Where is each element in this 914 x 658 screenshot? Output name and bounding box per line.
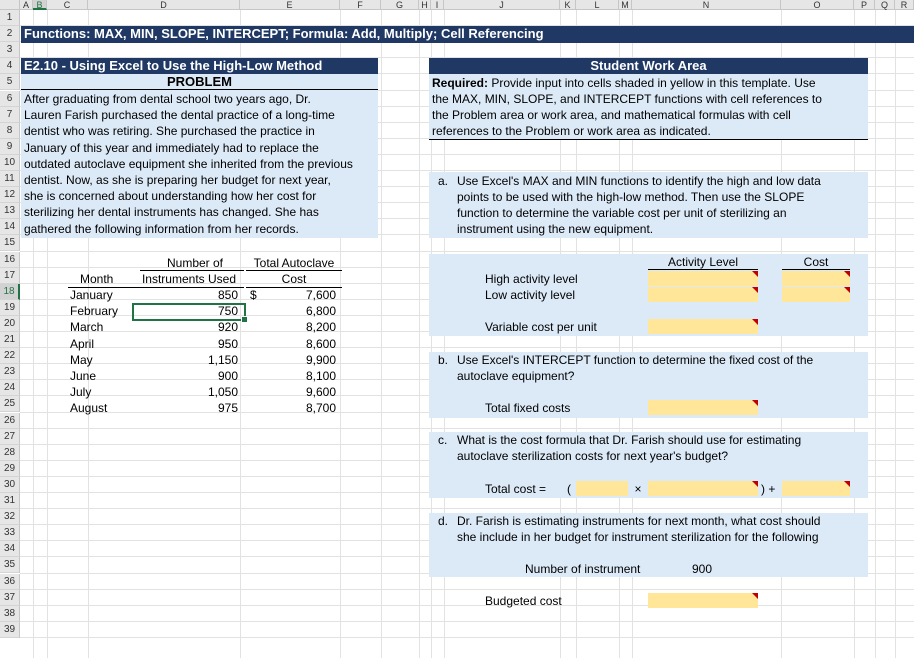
problem-line-7: she is concerned about understanding how her cost for [24, 189, 317, 204]
row-header-19[interactable]: 19 [0, 300, 20, 316]
part-d-line-1: Dr. Farish is estimating instruments for next month, what cost should [457, 514, 821, 528]
row-header-13[interactable]: 13 [0, 203, 20, 219]
column-header-d[interactable]: D [88, 0, 240, 10]
row-header-34[interactable]: 34 [0, 541, 20, 557]
gridline-h [20, 637, 914, 638]
part-a-line-1: Use Excel's MAX and MIN functions to identify the high and low data [457, 174, 821, 188]
problem-heading: PROBLEM [167, 74, 232, 89]
row-header-24[interactable]: 24 [0, 380, 20, 396]
part-c-label: c. [438, 433, 448, 447]
row-header-16[interactable]: 16 [0, 252, 20, 268]
column-header-a[interactable]: A [20, 0, 33, 10]
column-header-p[interactable]: P [854, 0, 875, 10]
cell-cost[interactable]: 7,600 [305, 288, 336, 302]
row-header-39[interactable]: 39 [0, 622, 20, 638]
gridline-v [895, 10, 896, 658]
comment-indicator [752, 593, 758, 599]
problem-title: E2.10 - Using Excel to Use the High-Low Method [24, 58, 323, 73]
required-text-1: Provide input into cells shaded in yellow in this template. Use [491, 76, 816, 90]
row-header-28[interactable]: 28 [0, 445, 20, 461]
fixed-cost-label: Total fixed costs [485, 401, 571, 415]
cell-cost[interactable]: 8,100 [305, 369, 336, 383]
cell-instruments[interactable]: 1,150 [207, 352, 238, 367]
row-header-7[interactable]: 7 [0, 107, 20, 123]
budgeted-cost-input[interactable] [648, 593, 758, 608]
cell-instruments[interactable]: 920 [217, 320, 238, 335]
row-header-3[interactable]: 3 [0, 42, 20, 58]
cell-month[interactable]: February [70, 304, 119, 319]
comment-indicator [752, 481, 758, 487]
cell-instruments[interactable]: 950 [217, 336, 238, 351]
part-b-line-1: Use Excel's INTERCEPT function to determine the fixed cost of the [457, 353, 814, 367]
gridline-h [20, 621, 914, 622]
row-header-38[interactable]: 38 [0, 606, 20, 622]
row-header-8[interactable]: 8 [0, 123, 20, 139]
column-header-j[interactable]: J [444, 0, 560, 10]
cell-instruments[interactable]: 975 [217, 401, 238, 416]
high-cost-input[interactable] [782, 271, 850, 286]
dollar-sign: $ [250, 288, 257, 302]
multiply-sign: × [634, 482, 642, 496]
close-paren-plus: ) + [761, 482, 776, 496]
column-header-f[interactable]: F [340, 0, 381, 10]
column-header-e[interactable]: E [240, 0, 340, 10]
fill-handle[interactable] [241, 316, 248, 323]
column-header-n[interactable]: N [632, 0, 781, 10]
column-header-k[interactable]: K [560, 0, 576, 10]
banner-title: Functions: MAX, MIN, SLOPE, INTERCEPT; Formula: Add, Multiply; Cell Referencing [24, 26, 544, 41]
row-header-31[interactable]: 31 [0, 493, 20, 509]
column-header-b[interactable]: B [33, 0, 47, 10]
problem-line-5: outdated autoclave equipment she inherited from the previous [24, 156, 353, 171]
comment-indicator [752, 287, 758, 293]
column-header-l[interactable]: L [576, 0, 619, 10]
gridline-h [20, 251, 914, 252]
problem-line-9: gathered the following information from her records. [24, 221, 299, 236]
cell-cost[interactable]: 9,900 [305, 352, 336, 367]
row-header-30[interactable]: 30 [0, 477, 20, 493]
part-c-line-2: autoclave sterilization costs for next year's budget? [457, 449, 729, 463]
part-a-line-2: points to be used with the high-low method. Then use the SLOPE [457, 190, 805, 204]
header-total-autoclave: Total Autoclave [253, 256, 335, 270]
part-b-line-2: autoclave equipment? [457, 369, 575, 383]
row-header-18[interactable]: 18 [0, 284, 20, 300]
header-rule-cost [246, 270, 342, 271]
formula-fixed-input[interactable] [782, 481, 850, 496]
row-header-12[interactable]: 12 [0, 187, 20, 203]
required-line-4: references to the Problem or work area as indicated. [432, 124, 711, 138]
part-c-line-1: What is the cost formula that Dr. Farish should use for estimating [457, 433, 802, 447]
cell-instruments[interactable]: 850 [217, 288, 238, 302]
low-activity-input[interactable] [648, 287, 758, 302]
row-header-35[interactable]: 35 [0, 557, 20, 573]
cell-instruments[interactable]: 1,050 [207, 385, 238, 400]
fixed-cost-input[interactable] [648, 400, 758, 415]
header-cost: Cost [281, 272, 307, 286]
cell-cost[interactable]: 8,200 [305, 320, 336, 335]
gridline-h [20, 428, 914, 429]
required-line-1 [432, 75, 816, 91]
low-activity-label: Low activity level [485, 288, 576, 302]
work-title: Student Work Area [590, 58, 707, 73]
number-of-instruments-label: Number of instrument [525, 562, 641, 576]
row-header-10[interactable]: 10 [0, 155, 20, 171]
row-header-23[interactable]: 23 [0, 364, 20, 380]
part-d-label: d. [438, 514, 449, 528]
gridline-h [20, 508, 914, 509]
column-header-q[interactable]: Q [875, 0, 895, 10]
required-line-3: the Problem area or work area, and mathematical formulas with cell [432, 108, 791, 122]
gridline-v [875, 10, 876, 658]
cell-month[interactable]: January [70, 288, 113, 302]
comment-indicator [752, 400, 758, 406]
column-header-m[interactable]: M [619, 0, 632, 10]
variable-cost-input[interactable] [648, 319, 758, 334]
header-instruments-used: Instruments Used [141, 272, 237, 286]
cell-instruments[interactable]: 900 [217, 369, 238, 383]
row-header-32[interactable]: 32 [0, 509, 20, 525]
cell-cost[interactable]: 6,800 [305, 304, 336, 319]
row-header-15[interactable]: 15 [0, 235, 20, 251]
activity-rule [648, 269, 758, 270]
comment-indicator [844, 287, 850, 293]
column-header-r[interactable]: R [895, 0, 914, 10]
cell-month[interactable]: April [70, 336, 95, 351]
comment-indicator [844, 271, 850, 277]
row-header-2[interactable]: 2 [0, 26, 20, 42]
row-header-5[interactable]: 5 [0, 74, 20, 90]
gridline-v [381, 10, 382, 658]
problem-line-8: sterilizing her dental instruments has changed. She has [24, 205, 319, 220]
open-paren: ( [567, 482, 571, 496]
high-activity-label: High activity level [485, 272, 578, 286]
column-header-c[interactable]: C [47, 0, 88, 10]
header-month: Month [80, 272, 114, 286]
row-header-29[interactable]: 29 [0, 461, 20, 477]
problem-line-6: dentist. Now, as she is preparing her budget for next year, [24, 173, 331, 187]
column-header-o[interactable]: O [781, 0, 854, 10]
total-cost-label: Total cost = [485, 482, 547, 496]
number-of-instruments-value: 900 [692, 562, 713, 576]
cost-rule [782, 269, 850, 270]
cell-month[interactable]: August [70, 401, 108, 416]
column-header-h[interactable]: H [419, 0, 431, 10]
problem-line-2: Lauren Farish purchased the dental practice of a long-time [24, 108, 335, 123]
gridline-v [419, 10, 420, 658]
variable-cost-label: Variable cost per unit [485, 320, 597, 334]
problem-line-1: After graduating from dental school two years ago, Dr. [24, 92, 311, 106]
header-number-of: Number of [166, 256, 224, 270]
required-line-2: the MAX, MIN, SLOPE, and INTERCEPT functions with cell references to [432, 92, 822, 106]
row-header-25[interactable]: 25 [0, 396, 20, 412]
column-header-i[interactable]: I [431, 0, 444, 10]
problem-heading-rule [21, 89, 378, 90]
active-cell-selection[interactable] [132, 303, 246, 321]
required-rule [429, 139, 868, 140]
cell-instruments[interactable]: 750 [217, 304, 238, 319]
high-activity-input[interactable] [648, 271, 758, 286]
formula-variable-input[interactable] [576, 481, 628, 496]
cell-month[interactable]: March [70, 320, 104, 335]
budgeted-cost-label: Budgeted cost [485, 594, 562, 608]
row-header-9[interactable]: 9 [0, 139, 20, 155]
row-header-21[interactable]: 21 [0, 332, 20, 348]
cell-cost[interactable]: 8,600 [305, 336, 336, 351]
row-header-37[interactable]: 37 [0, 590, 20, 606]
part-a-line-4: instrument using the new equipment. [457, 222, 654, 236]
part-d-line-2: she include in her budget for instrument sterilization for the following [457, 530, 819, 544]
row-header-1[interactable]: 1 [0, 10, 20, 26]
low-cost-input[interactable] [782, 287, 850, 302]
problem-line-4: January of this year and immediately had to replace the [24, 140, 319, 155]
formula-activity-input[interactable] [648, 481, 758, 496]
part-a-label: a. [438, 174, 449, 188]
cell-month[interactable]: May [70, 352, 93, 367]
problem-line-3: dentist who was retiring. She purchased the practice in [24, 124, 315, 139]
select-all-corner[interactable] [0, 0, 20, 10]
header-work-cost: Cost [803, 255, 829, 269]
gridline-h [20, 605, 914, 606]
row-header-20[interactable]: 20 [0, 316, 20, 332]
gridline-h [20, 589, 914, 590]
row-header-33[interactable]: 33 [0, 525, 20, 541]
column-header-g[interactable]: G [381, 0, 419, 10]
part-b-label: b. [438, 353, 449, 367]
row-header-17[interactable]: 17 [0, 268, 20, 284]
cell-month[interactable]: June [70, 369, 97, 383]
row-header-36[interactable]: 36 [0, 574, 20, 590]
comment-indicator [752, 271, 758, 277]
row-header-14[interactable]: 14 [0, 219, 20, 235]
comment-indicator [844, 481, 850, 487]
header-activity-level: Activity Level [667, 255, 739, 269]
cell-cost[interactable]: 9,600 [305, 385, 336, 400]
row-header-11[interactable]: 11 [0, 171, 20, 187]
part-a-line-3: function to determine the variable cost per unit of sterilizing an [457, 206, 787, 220]
row-header-6[interactable]: 6 [0, 91, 20, 107]
cell-cost[interactable]: 8,700 [305, 401, 336, 416]
required-label: Required: [432, 76, 489, 90]
row-header-27[interactable]: 27 [0, 429, 20, 445]
row-header-22[interactable]: 22 [0, 348, 20, 364]
comment-indicator [752, 319, 758, 325]
row-header-26[interactable]: 26 [0, 413, 20, 429]
header-rule-instr [140, 270, 244, 271]
cell-month[interactable]: July [70, 385, 92, 400]
row-header-4[interactable]: 4 [0, 58, 20, 74]
